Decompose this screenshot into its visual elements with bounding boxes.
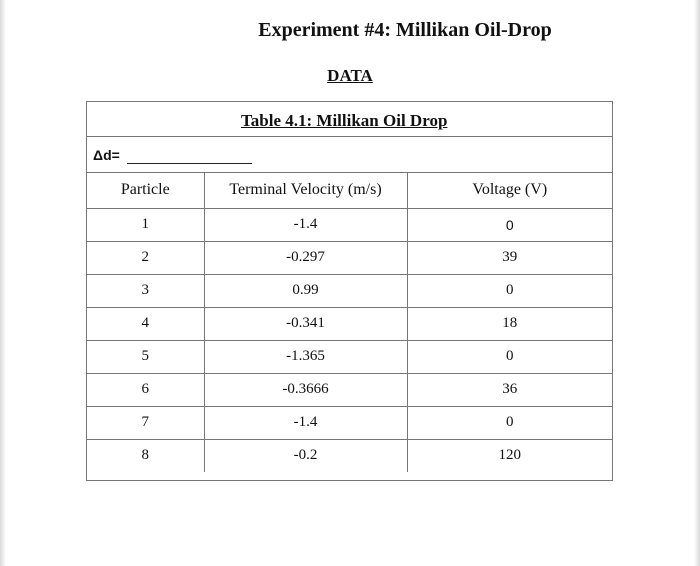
voltage-cell: 18 [407,307,612,340]
particle-cell: 1 [87,208,204,241]
page-title: Experiment #4: Millikan Oil-Drop [258,19,552,41]
velocity-cell: -1.4 [204,208,407,241]
velocity-cell: -0.341 [204,307,407,340]
particle-cell: 4 [87,307,204,340]
voltage-cell: 0 [407,406,612,439]
table-row [87,439,612,472]
header-terminal-velocity: Terminal Velocity (m/s) [204,173,407,208]
table-caption: Table 4.1: Millikan Oil Drop [241,111,448,130]
caption-row [87,102,612,137]
table-row [87,406,612,439]
voltage-cell: 0 [407,274,612,307]
delta-d-row [87,137,612,173]
data-table [86,101,613,481]
table-row [87,373,612,406]
header-particle: Particle [120,181,170,199]
header-voltage: Voltage (V) [407,173,612,208]
velocity-cell: -1.4 [204,406,407,439]
velocity-cell: 0.99 [204,274,407,307]
particle-cell: 5 [87,340,204,373]
delta-d-blank-line [127,163,252,164]
velocity-cell: -0.3666 [204,373,407,406]
table-row [87,241,612,274]
particle-cell: 6 [87,373,204,406]
velocity-cell: -0.2 [204,439,407,472]
particle-cell: 3 [87,274,204,307]
table-row [87,274,612,307]
voltage-cell: 39 [407,241,612,274]
table-row [87,208,612,241]
delta-d-label: Δd= [93,147,120,163]
section-heading: DATA [327,66,373,85]
particle-cell: 8 [87,439,204,472]
table-row [87,340,612,373]
header-row [87,173,612,208]
voltage-cell: 36 [407,373,612,406]
particle-cell: 2 [87,241,204,274]
table-row [87,307,612,340]
particle-cell: 7 [87,406,204,439]
voltage-cell: 0 [407,340,612,373]
measurements-table [87,173,612,472]
velocity-cell: -1.365 [204,340,407,373]
voltage-cell: 120 [407,439,612,472]
velocity-cell: -0.297 [204,241,407,274]
voltage-cell: 0 [407,208,612,241]
